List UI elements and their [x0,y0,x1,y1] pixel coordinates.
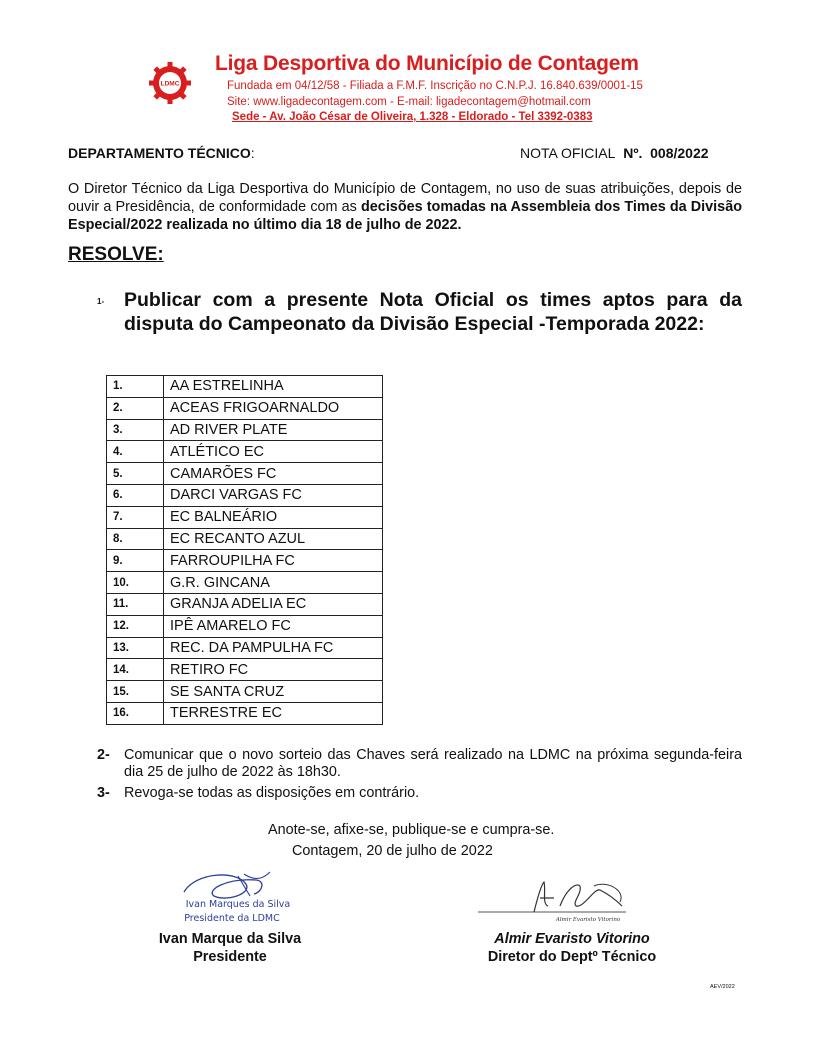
team-row [107,419,383,441]
logo-text: LDMC [160,80,180,88]
resolve-heading: RESOLVE: [68,244,164,265]
team-name: TERRESTRE EC [164,702,383,724]
footer-code: AEV/2022 [710,984,735,990]
director-stamp: Almir Evaristo Vitorino [555,917,621,923]
nota-number: 008/2022 [650,145,709,161]
team-name: ATLÉTICO EC [164,441,383,463]
team-row [107,702,383,724]
item1-text: Publicar com a presente Nota Oficial os times aptos para da disputa do Campeonato da Divisão Especial -Temporada 2022: [124,289,742,335]
team-number: 1. [107,376,164,398]
item2-text: Comunicar que o novo sorteio das Chaves será realizado na LDMC na próxima segunda-feira dia 25 de julho de 2022 às 18h30. [124,747,742,780]
date-line: Contagem, 20 de julho de 2022 [292,843,493,859]
team-name: IPÊ AMARELO FC [164,615,383,637]
team-number: 4. [107,441,164,463]
nota-label: NOTA OFICIAL [520,145,616,161]
nota-oficial [520,145,709,161]
team-name: FARROUPILHA FC [164,550,383,572]
team-row [107,463,383,485]
team-number: 3. [107,419,164,441]
president-name: Ivan Marque da Silva [158,931,302,947]
team-number: 5. [107,463,164,485]
team-name: AA ESTRELINHA [164,376,383,398]
team-number: 15. [107,681,164,703]
team-number: 8. [107,528,164,550]
intro-paragraph [68,180,742,234]
team-name: REC. DA PAMPULHA FC [164,637,383,659]
resolve-label: RESOLVE [68,244,158,265]
team-name: AD RIVER PLATE [164,419,383,441]
president-stamp-role: Presidente da LDMC [184,913,280,924]
team-row [107,572,383,594]
team-name: RETIRO FC [164,659,383,681]
team-number: 7. [107,506,164,528]
team-name: ACEAS FRIGOARNALDO [164,397,383,419]
team-number: 13. [107,637,164,659]
item1-number: 1- [97,297,105,306]
team-row [107,637,383,659]
team-name: GRANJA ADELIA EC [164,593,383,615]
team-name: EC BALNEÁRIO [164,506,383,528]
item3-text: Revoga-se todas as disposições em contrário. [124,785,420,801]
org-contact-line: Site: www.ligadecontagem.com - E-mail: ligadecontagem@hotmail.com [227,96,591,108]
team-row [107,593,383,615]
team-number: 11. [107,593,164,615]
team-name: G.R. GINCANA [164,572,383,594]
team-row [107,615,383,637]
team-row [107,550,383,572]
department-label: DEPARTAMENTO TÉCNICO [68,145,251,161]
director-name: Almir Evaristo Vitorino [494,931,650,947]
intro-bold: decisões tomadas na Assembleia dos Times da Divisão Especial/2022 realizada no último dia 18 de julho de 2022. [68,199,742,233]
item3-number: 3- [97,785,110,801]
team-row [107,506,383,528]
team-number: 14. [107,659,164,681]
intro-plain: O Diretor Técnico da Liga Desportiva do Município de Contagem, no uso de suas atribuições, depois de ouvir a Presidência, de conformidade com as [68,181,742,215]
president-role: Presidente [193,949,267,965]
team-name: EC RECANTO AZUL [164,528,383,550]
team-row [107,528,383,550]
org-name: Liga Desportiva do Município de Contagem [215,52,639,75]
org-founding-line: Fundada em 04/12/58 - Filiada a F.M.F. Inscrição no C.N.P.J. 16.840.639/0001-15 [227,80,643,92]
closing-line: Anote-se, afixe-se, publique-se e cumpra-se. [268,822,555,838]
team-name: CAMARÕES FC [164,463,383,485]
team-row [107,441,383,463]
team-row [107,681,383,703]
team-number: 16. [107,702,164,724]
team-row [107,397,383,419]
nota-number-label: Nº. [623,145,643,161]
team-name: DARCI VARGAS FC [164,484,383,506]
team-number: 12. [107,615,164,637]
item2-number: 2- [97,747,110,763]
director-signature [476,876,656,928]
team-number: 9. [107,550,164,572]
team-number: 2. [107,397,164,419]
team-name: SE SANTA CRUZ [164,681,383,703]
president-stamp-name: Ivan Marques da Silva [185,899,291,910]
president-signature-stamp [166,868,316,928]
director-role: Diretor do Deptº Técnico [487,949,657,965]
team-number: 6. [107,484,164,506]
team-number: 10. [107,572,164,594]
ldmc-logo [148,61,192,105]
team-row [107,484,383,506]
teams-table [106,375,383,725]
team-row [107,376,383,398]
org-address-line: Sede - Av. João César de Oliveira, 1.328 - Eldorado - Tel 3392-0383 [232,111,593,123]
department-heading: DEPARTAMENTO TÉCNICO: [68,145,255,161]
team-row [107,659,383,681]
